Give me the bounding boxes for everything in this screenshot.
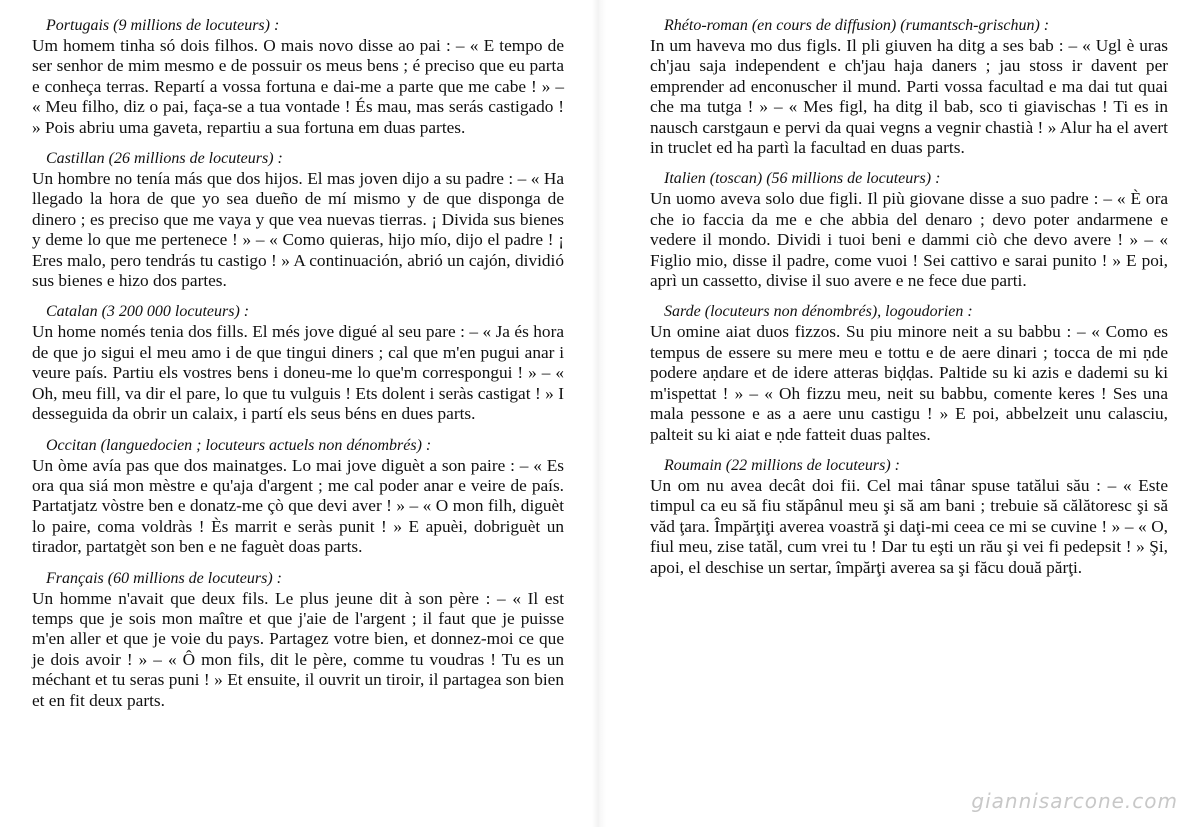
section-heading: Occitan (languedocien ; locuteurs actuels non dénombrés) : [46,436,432,454]
section-italien [650,169,1168,291]
section-sarde [650,302,1168,444]
section-heading: Français (60 millions de locuteurs) : [46,569,282,587]
section-roumain [650,456,1168,578]
left-column [32,16,564,722]
section-rheto-roman [650,16,1168,158]
section-text: Un home només tenia dos fills. El més jove digué al seu pare : – « Ja és hora de que jo sigui el meu amo i de que tingui diners ; cal que m'en pugui anar i veure país. Partiu els vostres bens i doneu-me lo que'm correspongui ! » – « Oh, meu fill, va dir el pare, lo que tu vulguis ! Ets dolent i seràs castigat ! » I desseguida da obrir un calaix, i partí els seus béns en dues parts. [32,322,564,424]
section-text: Un omine aiat duos fizzos. Su piu minore neit a su babbu : – « Como es tempus de essere su mere meu e tottu e de aere dinari ; tocca de mi ṇde podere aṇdare et de idere atteras biḍḍas. Paltide su ki azis e dademi su ki m'ispettat ! » – « Oh fizzu meu, neit su babbu, comente keres ! Ses una mala pessone e as a aere unu castigu ! » E poi, abbelzeit unu calasciu, palteit su ki aiat e ṇde fatteit duas paltes. [650,322,1168,444]
section-catalan [32,302,564,424]
section-heading: Castillan (26 millions de locuteurs) : [46,150,283,168]
section-heading: Roumain (22 millions de locuteurs) : [664,456,900,474]
section-heading: Italien (toscan) (56 millions de locuteurs) : [664,170,941,188]
section-castillan [32,149,564,291]
watermark-text: giannisarcone.com [971,789,1178,813]
section-heading: Rhéto-roman (en cours de diffusion) (rumantsch-grischun) : [664,17,1050,34]
section-heading: Catalan (3 200 000 locuteurs) : [46,303,250,321]
section-text: Un om nu avea decât doi fii. Cel mai tânar spuse tatălui său : – « Este timpul ca eu să fiu stăpânul meu şi să am bani ; trebuie să călătoresc şi să văd ţara. Împărţiţi averea voastră şi daţi-mi ceea ce mi se cuvine ! » – « O, fiul meu, zise tatăl, cum vrei tu ! Dar tu eşti un rău şi vei fi pedepsit ! » Şi, apoi, el deschise un sertar, împărţi averea sa şi făcu două părţi. [650,475,1168,577]
section-text: Um homem tinha só dois filhos. O mais novo disse ao pai : – « E tempo de ser senhor de mim mesmo e de possuir os meus bens ; é preciso que eu parta e conheça terras. Repartí a vossa fortuna e dai-me a parte que me cabe ! » – « Meu filho, diz o pai, faça-se a tua vontade ! És mau, mas serás castigado ! » Pois abriu uma gaveta, repartiu a sua fortuna em duas partes. [32,36,564,137]
section-text: Un uomo aveva solo due figli. Il più giovane disse a suo padre : – « È ora che io faccia da me e che abbia del denaro ; devo poter andarmene e vedere il mondo. Dividi i tuoi beni e dammi ciò che devo avere ! » – « Figlio mio, disse il padre, come vuoi ! Sei cattivo e sarai punito ! » E poi, aprì un cassetto, divise il suo avere e ne fece due parti. [650,189,1168,291]
section-occitan [32,436,564,558]
book-gutter [592,0,606,827]
section-text: Un homme n'avait que deux fils. Le plus jeune dit à son père : – « Il est temps que je sois mon maître et que j'aie de l'argent ; il faut que je puisse m'en aller et que je voie du pays. Partagez votre bien, et donnez-moi ce que je dois avoir ! » – « Ô mon fils, dit le père, comme tu voudras ! Tu es un méchant et tu seras puni ! » Et ensuite, il ouvrit un tiroir, il partagea son bien et en fit deux parts. [32,588,564,710]
section-francais [32,569,564,711]
right-column [650,16,1168,589]
section-text: Un hombre no tenía más que dos hijos. El mas joven dijo a su padre : – « Ha llegado la hora de que yo sea dueño de mí mismo y de que disponga de dinero ; es preciso que me vaya y que vea nuevas tierras. ¡ Divida sus bienes y deme lo que me pertenece ! » – « Como quieras, hijo mío, dijo el padre ! ¡ Eres malo, pero tendrás tu castigo ! » A continuación, abrió un cajón, dividió sus bienes e hizo dos partes. [32,169,564,291]
section-portugais [32,16,564,138]
section-heading: Portugais (9 millions de locuteurs) : [46,17,280,34]
section-text: Un òme avía pas que dos mainatges. Lo mai jove diguèt a son paire : – « Es ora qua siá mon mèstre e qu'aja d'argent ; me cal poder anar e veire de país. Partatjatz vòstre ben e donatz-me çò que devi aver ! » – « O mon filh, diguèt lo paire, coma voldràs ! Ès marrit e seràs punit ! » E apuèi, dobriguèt un tirador, partatgèt son ben e ne faguèt doas parts. [32,455,564,557]
section-heading: Sarde (locuteurs non dénombrés), logoudorien : [664,303,973,321]
section-text: In um haveva mo dus figls. Il pli giuven ha ditg a ses bab : – « Ugl è uras ch'jau saja independent e ch'jau haja daners ; jau stoss ir davent per emprender ad enconuscher il mund. Parti vossa facultad e ma dai tut quai che ma tutga ! » – « Mes figl, ha ditg il bab, sco ti giavischas ! Ti es in nausch carstgaun e pervi da quai vegns a vegnir chastià ! » Alur ha el avert in truclet ed ha partì la facultad en duas parts. [650,36,1168,158]
